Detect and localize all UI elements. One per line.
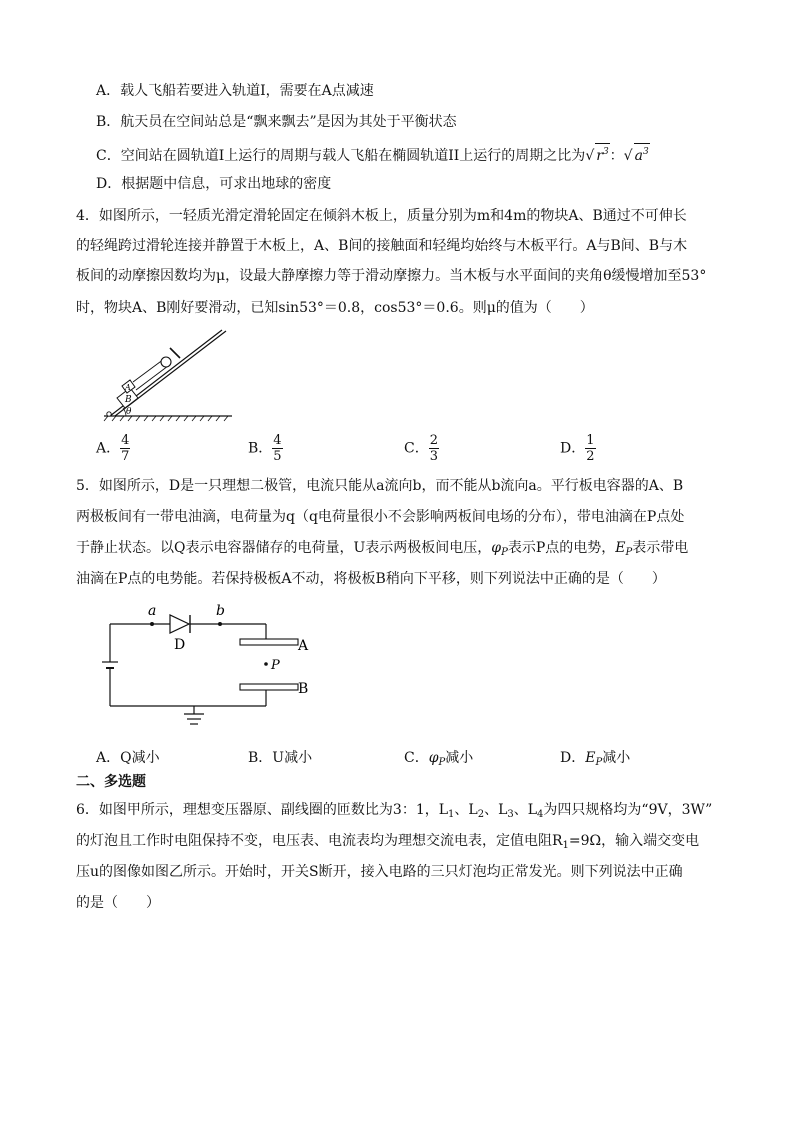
q5-diode-label: D xyxy=(174,637,186,653)
q4-stem-line3: 板间的动摩擦因数均为μ，设最大静摩擦力等于滑动摩擦力。当木板与水平面间的夹角θ缓慢增加至53° xyxy=(76,268,707,284)
q5-circuit-figure xyxy=(98,602,328,734)
q6-stem-line3: 压u的图像如图乙所示。开始时，开关S断开，接入电路的三只灯泡均正常发光。则下列说法中正确 xyxy=(76,864,683,880)
q4-label-b: B xyxy=(125,395,132,405)
q4-theta-label: θ xyxy=(126,407,132,417)
q5-option-c: C．$\varphi_P$减小 xyxy=(404,750,474,768)
q6-stem-line1: 6．如图甲所示，理想变压器原、副线圈的匝数比为3：1，$L_1$、$L_2$、$L_3$、$L_4$为四只规格均为“9V，3W” xyxy=(76,802,713,820)
q3-option-c: C．空间站在圆轨道I上运行的周期与载人飞船在椭圆轨道II上运行的周期之比为√ $r^3$：√ $a^3$ xyxy=(96,143,650,166)
q5-option-b: B．U减小 xyxy=(248,750,313,766)
q5-node-b-label: b xyxy=(216,603,225,619)
q4-option-a: A． $\frac{4}{7}$ xyxy=(96,433,130,464)
q4-label-a: A xyxy=(125,383,131,392)
q6-stem-line4: 的是（ ） xyxy=(76,895,160,911)
q4-option-b: B． $\frac{4}{5}$ xyxy=(248,433,282,464)
q4-stem-line2: 的轻绳跨过滑轮连接并静置于木板上，A、B间的接触面和轻绳均始终与木板平行。A与B间、B与木 xyxy=(76,238,688,254)
q5-plate-b-label: B xyxy=(298,681,309,697)
q5-stem-line2: 两极板间有一带电油滴，电荷量为q（q电荷量很小不会影响两板间电场的分布），带电油滴在P点处 xyxy=(76,509,685,525)
q6-stem-line2: 的灯泡且工作时电阻保持不变，电压表、电流表均为理想交流电表，定值电阻$R_1=9\Omega$，输入端交变电 xyxy=(76,833,700,851)
sqrt-icon: √ xyxy=(623,148,633,164)
q5-stem-line1: 5．如图所示，D是一只理想二极管，电流只能从a流向b，而不能从b流向a。平行板电容器的A、B xyxy=(76,478,684,494)
q5-option-a: A．Q减小 xyxy=(96,750,160,766)
q5-node-a-label: a xyxy=(148,603,157,619)
q4-incline-figure xyxy=(96,326,236,422)
q4-option-d: D． $\frac{1}{2}$ xyxy=(560,433,595,464)
q5-option-d: D．$E_P$减小 xyxy=(560,750,631,768)
q5-stem-line4: 油滴在P点的电势能。若保持极板A不动，将极板B稍向下平移，则下列说法中正确的是（ ） xyxy=(76,571,666,587)
q3-option-d: D．根据题中信息，可求出地球的密度 xyxy=(96,176,332,192)
section-title: 二、多选题 xyxy=(76,774,146,790)
q3-option-a: A．载人飞船若要进入轨道I，需要在A点减速 xyxy=(96,83,374,99)
sqrt-icon: √ xyxy=(585,148,595,164)
q4-stem-line1: 4．如图所示，一轻质光滑定滑轮固定在倾斜木板上，质量分别为m和4m的物块A、B通过不可伸长 xyxy=(76,208,687,224)
q4-option-c: C． $\frac{2}{3}$ xyxy=(404,433,438,464)
q5-point-p-label: P xyxy=(271,658,280,673)
q3-option-b: B．航天员在空间站总是“飘来飘去”是因为其处于平衡状态 xyxy=(96,114,457,130)
q5-plate-a-label: A xyxy=(298,638,309,654)
q5-stem-line3: 于静止状态。以Q表示电容器储存的电荷量，U表示两极板间电压，$\varphi_P$表示P点的电势，$E_P$表示带电 xyxy=(76,540,689,558)
q4-stem-line4: 时，物块A、B刚好要滑动，已知sin53°＝0.8，cos53°＝0.6。则μ的值为（ ） xyxy=(76,300,594,316)
